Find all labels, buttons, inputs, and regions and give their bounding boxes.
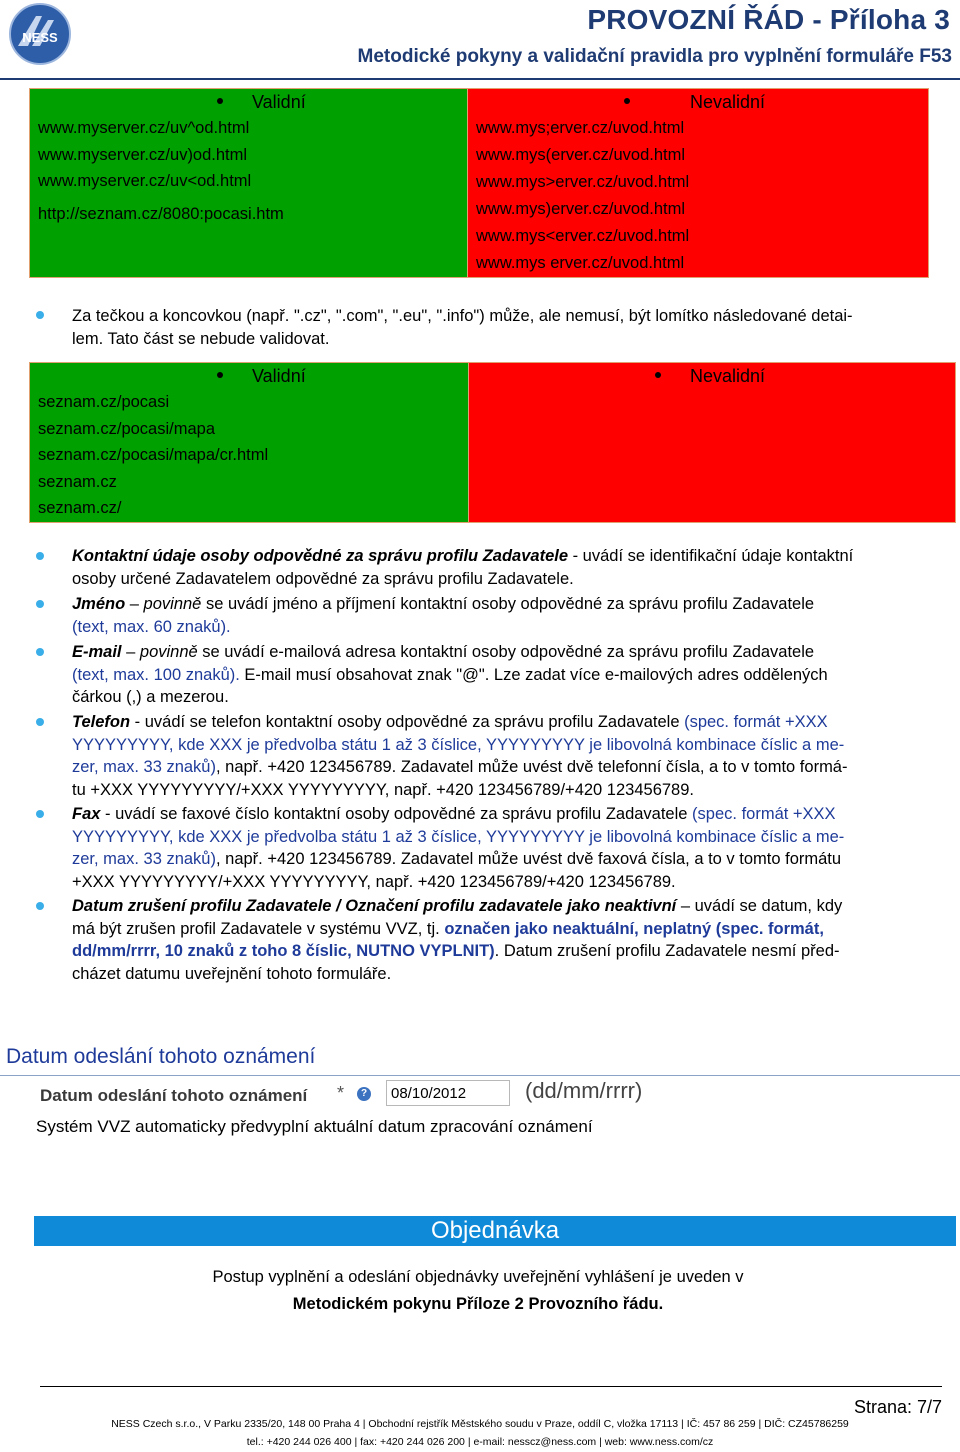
invalid-url: www.mys(erver.cz/uvod.html	[476, 146, 686, 164]
list-bullet	[36, 648, 44, 656]
telefon-item: Telefon - uvádí se telefon kontaktní osoby odpovědné za správu profilu Zadavatele (spec. formát +XXX YYYYYYYYY, kde XXX je předvolba státu 1 až 3 číslice, YYYYYYYYY je libovolná kombinace číslic a me- zer, max. 33 znaků), např. +420 123456789. Zadavatel může uvést dvě telefonní čísla, a to v tomto formá- tu +XXX YYYYYYYYY/+XXX YYYYYYYYY, např. +420 123456789/+420 123456789.	[72, 713, 848, 799]
footer-divider	[40, 1386, 942, 1387]
date-format-hint: (dd/mm/rrrr)	[525, 1078, 643, 1103]
valid-url: seznam.cz	[38, 472, 117, 491]
invalid-column	[469, 363, 956, 523]
order-text: Postup vyplnění a odeslání objednávky uveřejnění vyhlášení je uveden v	[212, 1268, 744, 1286]
invalid-header: Nevalidní	[468, 89, 928, 115]
datum-zruseni-item: Datum zrušení profilu Zadavatele / Označení profilu zadavatele jako neaktivní – uvádí se datum, kdy má být zrušen profil Zadavatele v systému VVZ, tj. označen jako neaktuální, neplatný (spec. formát, dd/mm/rrrr, 10 znaků z toho 8 číslic, NUTNO VYPLNIT). Datum zrušení profilu Zadavatele nesmí před- cházet datumu uveřejnění tohoto formuláře.	[72, 897, 843, 983]
valid-column	[30, 89, 468, 278]
page-number: Strana: 7/7	[853, 1397, 942, 1417]
invalid-url: www.mys<erver.cz/uvod.html	[476, 227, 690, 245]
date-field-label: Datum odeslání tohoto oznámení	[40, 1086, 308, 1105]
auto-date-note: Systém VVZ automaticky předvyplní aktuální datum zpracování oznámení	[36, 1117, 593, 1136]
invalid-column	[468, 89, 929, 278]
trailing-slash-note: Za tečkou a koncovkou (např. ".cz", ".com", ".eu", ".info") může, ale nemusí, být lomítko následované detai- lem. Tato část se nebude validovat.	[72, 307, 853, 348]
company-info: NESS Czech s.r.o., V Parku 2335/20, 148 00 Praha 4 | Obchodní rejstřík Městského soudu v Praze, oddíl C, vložka 17113 | IČ: 457 86 259 | DIČ: CZ45786259	[111, 1418, 849, 1430]
bullet-dot	[217, 372, 223, 378]
valid-url: seznam.cz/pocasi	[38, 393, 170, 411]
jmeno-item: Jméno – povinně se uvádí jméno a příjmení kontaktní osoby odpovědné za správu profilu Zadavatele (text, max. 60 znaků).	[72, 595, 815, 636]
list-bullet	[36, 552, 44, 560]
svg-text:NESS: NESS	[22, 30, 58, 45]
valid-url: www.myserver.cz/uv<od.html	[38, 172, 252, 190]
list-bullet	[36, 311, 44, 319]
help-icon[interactable]: ?	[357, 1087, 371, 1101]
section-heading: Datum odeslání tohoto oznámení	[6, 1045, 316, 1068]
valid-url: http://seznam.cz/8080:pocasi.htm	[38, 204, 284, 223]
fax-item: Fax - uvádí se faxové číslo kontaktní osoby odpovědné za správu profilu Zadavatele (spec. formát +XXX YYYYYYYYY, kde XXX je předvolba státu 1 až 3 číslice, YYYYYYYYY je libovolná kombinace číslic a me- zer, max. 33 znaků), např. +420 123456789. Zadavatel může uvést dvě faxová čísla, a to v tomto formátu +XXX YYYYYYYYY/+XXX YYYYYYYYY, např. +420 123456789/+420 123456789.	[72, 805, 845, 891]
list-bullet	[36, 810, 44, 818]
send-date-input[interactable]: 08/10/2012	[386, 1080, 510, 1106]
valid-url: www.myserver.cz/uv^od.html	[38, 119, 250, 137]
invalid-url: www.mys>erver.cz/uvod.html	[476, 173, 690, 191]
list-bullet	[36, 718, 44, 726]
list-bullet	[36, 600, 44, 608]
order-reference: Metodickém pokynu Příloze 2 Provozního řádu.	[292, 1295, 664, 1313]
required-mark: *	[337, 1083, 345, 1103]
kontakt-item: Kontaktní údaje osoby odpovědné za správu profilu Zadavatele - uvádí se identifikační údaje kontaktní osoby určené Zadavatelem odpovědné za správu profilu Zadavatele.	[72, 547, 854, 588]
invalid-url: www.mys erver.cz/uvod.html	[476, 254, 685, 272]
bullet-dot	[655, 372, 661, 378]
valid-header: Validní	[30, 89, 467, 115]
valid-url: www.myserver.cz/uv)od.html	[38, 145, 248, 164]
valid-header: Validní	[30, 363, 468, 389]
invalid-url: www.mys)erver.cz/uvod.html	[476, 200, 686, 218]
valid-url: seznam.cz/pocasi/mapa/cr.html	[38, 446, 269, 464]
bullet-dot	[624, 98, 630, 104]
valid-url: seznam.cz/	[38, 499, 122, 517]
url-validation-table-1	[29, 88, 929, 278]
email-item: E-mail – povinně se uvádí e-mailová adresa kontaktní osoby odpovědné za správu profilu Zadavatele (text, max. 100 znaků). E-mail musí obsahovat znak "@". Lze zadat více e-mailových adres oddělených čárkou (,) a mezerou.	[72, 643, 828, 706]
document-title: PROVOZNÍ ŘÁD - Příloha 3	[587, 4, 950, 35]
valid-url: seznam.cz/pocasi/mapa	[38, 419, 215, 438]
bullet-dot	[217, 98, 223, 104]
invalid-url: www.mys;erver.cz/uvod.html	[476, 119, 685, 137]
order-heading-bar: Objednávka	[34, 1216, 956, 1246]
section-divider	[0, 1075, 960, 1076]
contact-info: tel.: +420 244 026 400 | fax: +420 244 026 200 | e-mail: nesscz@ness.com | web: www.ness.com/cz	[246, 1436, 714, 1448]
invalid-header: Nevalidní	[469, 363, 955, 389]
ness-logo	[8, 2, 72, 66]
valid-column	[30, 363, 469, 523]
url-validation-table-2	[29, 362, 956, 523]
document-subtitle: Metodické pokyny a validační pravidla pro vyplnění formuláře F53	[357, 46, 952, 67]
header-divider	[0, 78, 960, 80]
list-bullet	[36, 902, 44, 910]
